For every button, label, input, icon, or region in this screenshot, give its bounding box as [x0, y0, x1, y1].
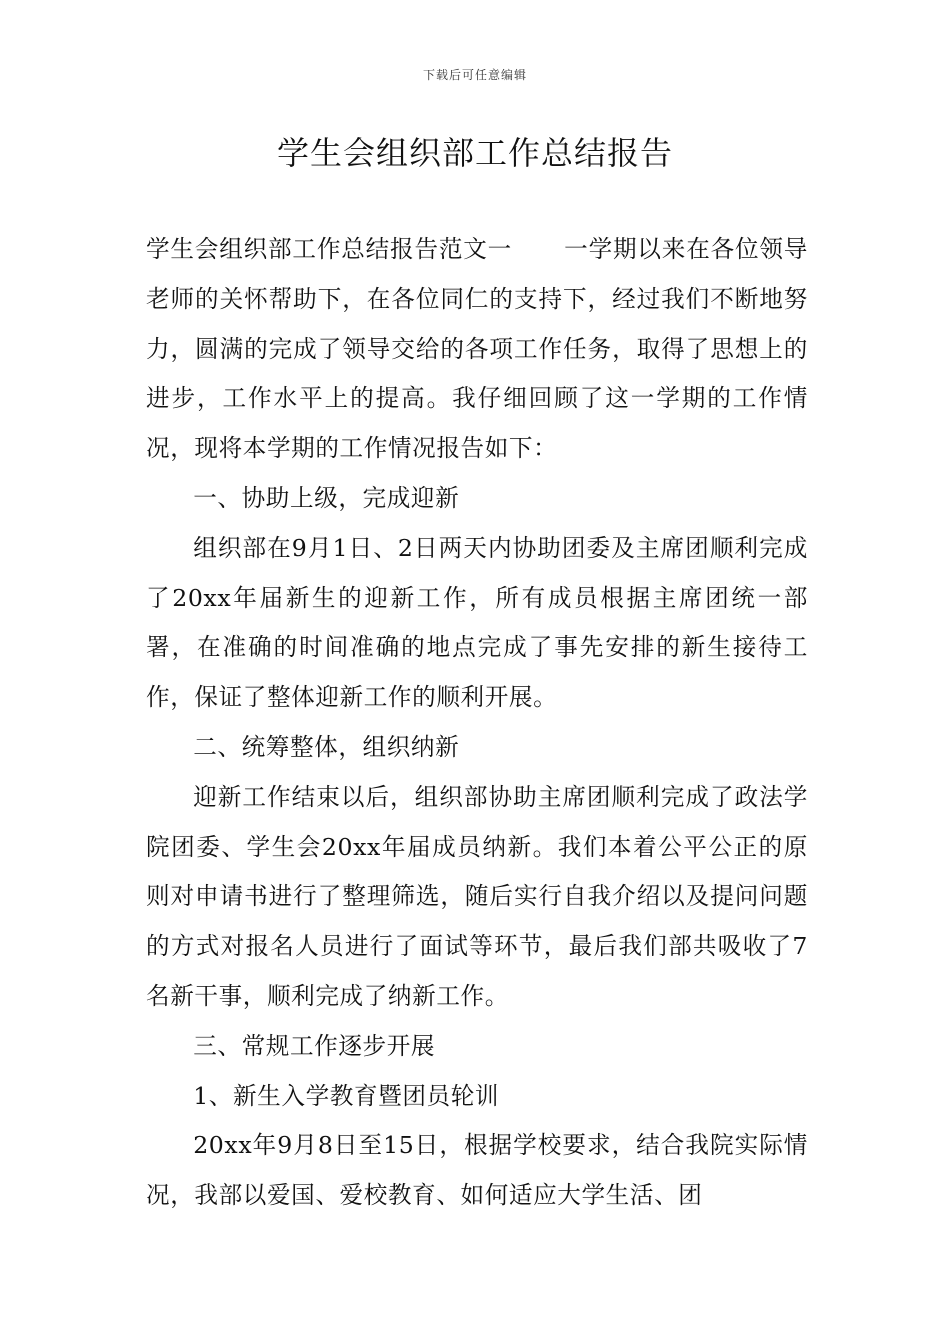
document-body	[146, 225, 808, 1221]
header-note: 下载后可任意编辑	[422, 68, 527, 82]
section-heading-1: 一、协助上级，完成迎新	[193, 483, 460, 512]
section-heading-3: 三、常规工作逐步开展	[193, 1031, 436, 1060]
document-title: 学生会组织部工作总结报告	[276, 134, 673, 172]
paragraph-welcome: 组织部在9月1日、2日两天内协助团委及主席团顺利完成了20xx年届新生的迎新工作，所有成员根据主席团统一部署，在准确的时间准确的地点完成了事先安排的新生接待工作，保证了整体迎新工作的顺利开展。	[146, 533, 808, 712]
intro-label: 学生会组织部工作总结报告范文一	[146, 235, 513, 263]
subsection-heading-1: 1、新生入学教育暨团员轮训	[193, 1081, 500, 1110]
intro-paragraph	[146, 225, 808, 474]
paragraph-orientation: 20xx年9月8日至15日，根据学校要求，结合我院实际情况，我部以爱国、爱校教育、如何适应大学生活、团	[146, 1131, 808, 1210]
intro-text: 一学期以来在各位领导老师的关怀帮助下，在各位同仁的支持下，经过我们不断地努力，圆满的完成了领导交给的各项工作任务，取得了思想上的进步，工作水平上的提高。我仔细回顾了这一学期的工作情况，现将本学期的工作情况报告如下：	[146, 235, 809, 463]
paragraph-recruitment: 迎新工作结束以后，组织部协助主席团顺利完成了政法学院团委、学生会20xx年届成员纳新。我们本着公平公正的原则对申请书进行了整理筛选，随后实行自我介绍以及提问问题的方式对报名人员进行了面试等环节，最后我们部共吸收了7名新干事，顺利完成了纳新工作。	[146, 782, 808, 1010]
section-heading-2: 二、统筹整体，组织纳新	[193, 732, 460, 761]
